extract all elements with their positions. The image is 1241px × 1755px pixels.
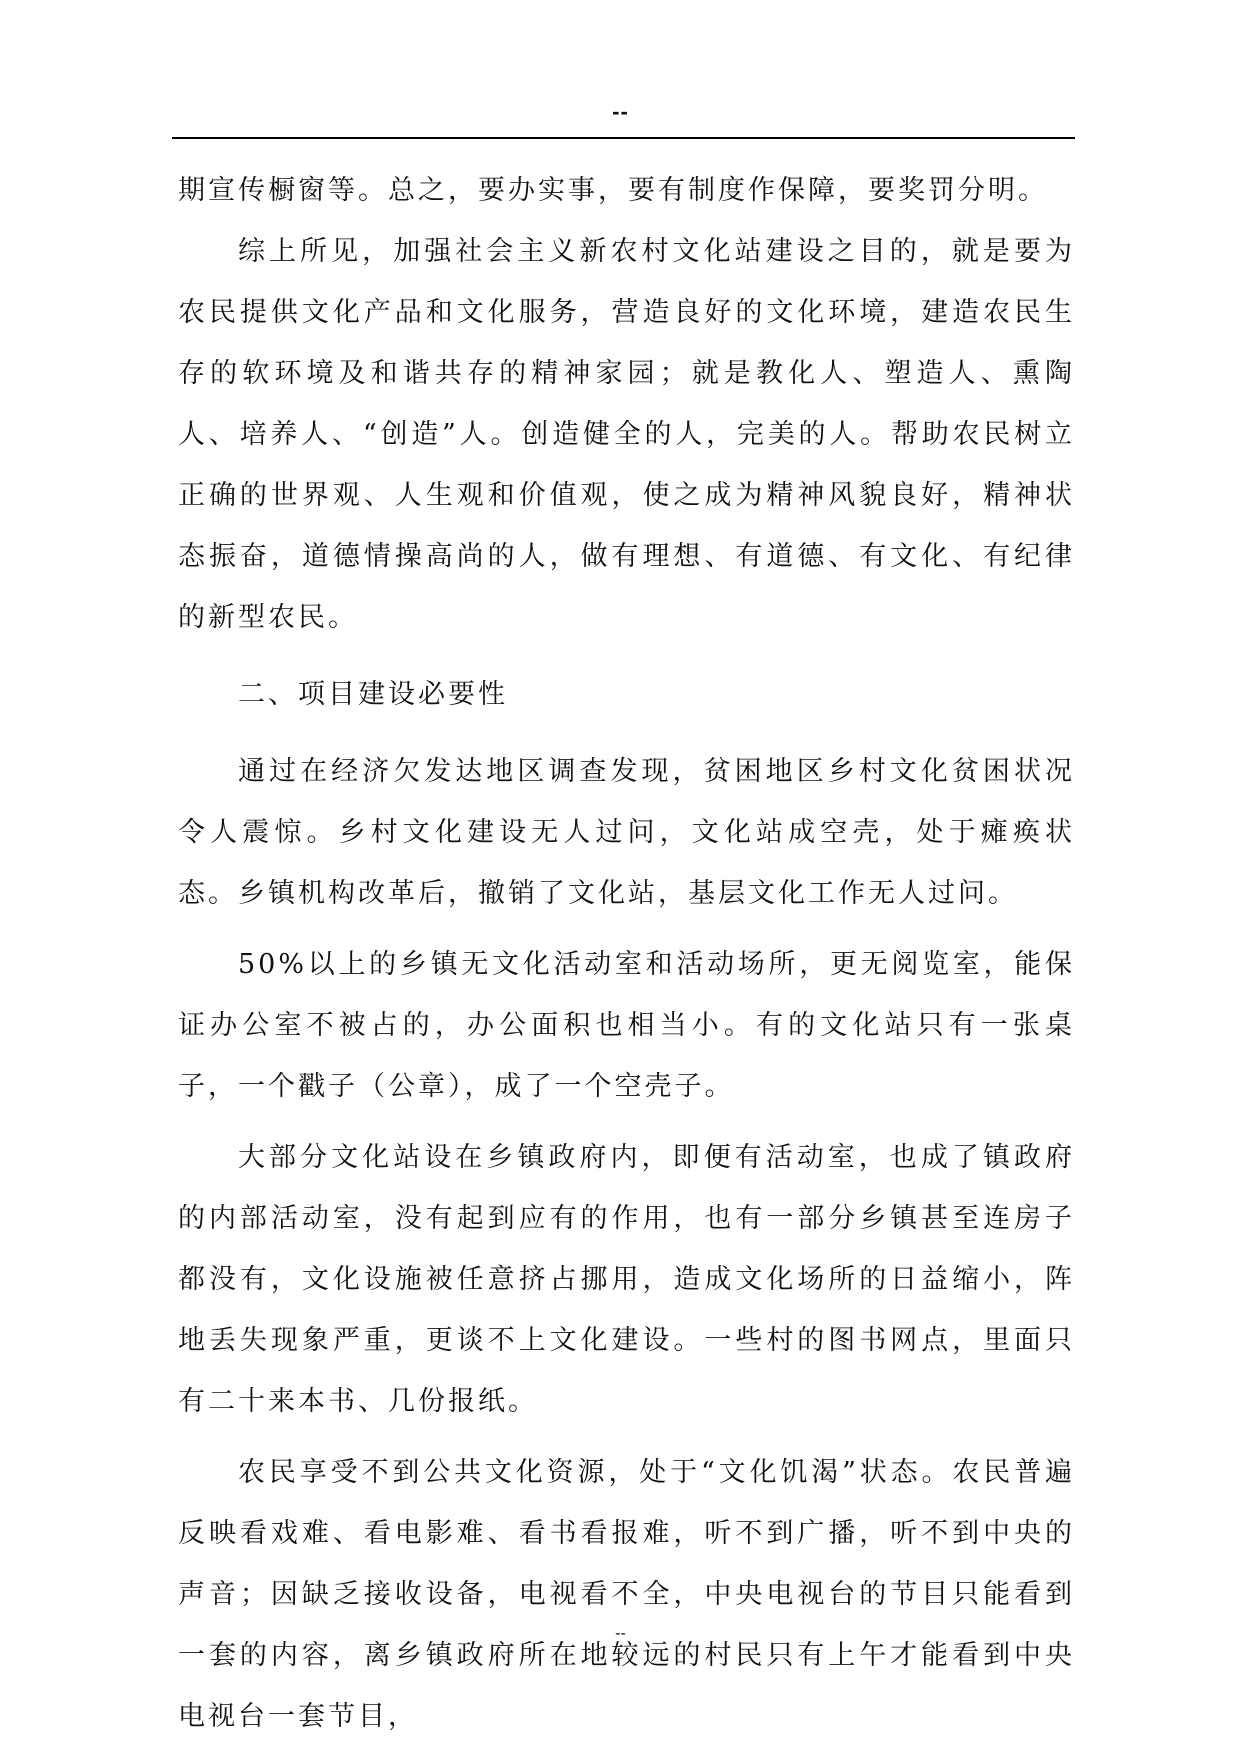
header-mark: -- bbox=[612, 99, 629, 124]
document-body bbox=[178, 160, 1075, 1747]
section-heading: 二、项目建设必要性 bbox=[238, 679, 508, 710]
footer-mark: -- bbox=[615, 1625, 626, 1642]
paragraph-summary: 综上所见，加强社会主义新农村文化站建设之目的，就是要为农民提供文化产品和文化服务，营造良好的文化环境，建造农民生存的软环境及和谐共存的精神家园；就是教化人、塑造人、熏陶人、培养人、“创造”人。创造健全的人，完美的人。帮助农民树立正确的世界观、人生观和价值观，使之成为精神风貌良好，精神状态振奋，道德情操高尚的人，做有理想、有道德、有文化、有纪律的新型农民。 bbox=[178, 236, 1075, 633]
paragraph-statistics: 50%以上的乡镇无文化活动室和活动场所，更无阅览室，能保证办公室不被占的，办公面积也相当小。有的文化站只有一张桌子，一个戳子（公章），成了一个空壳子。 bbox=[178, 949, 1075, 1102]
paragraph-access: 农民享受不到公共文化资源，处于“文化饥渴”状态。农民普遍反映看戏难、看电影难、看书看报难，听不到广播，听不到中央的声音；因缺乏接收设备，电视看不全，中央电视台的节目只能看到一套的内容，离乡镇政府所在地较远的村民只有上午才能看到中央电视台一套节目， bbox=[178, 1457, 1075, 1732]
paragraph-continuation: 期宣传橱窗等。总之，要办实事，要有制度作保障，要奖罚分明。 bbox=[178, 175, 1048, 206]
paragraph-facilities: 大部分文化站设在乡镇政府内，即便有活动室，也成了镇政府的内部活动室，没有起到应有的作用，也有一部分乡镇甚至连房子都没有，文化设施被任意挤占挪用，造成文化场所的日益缩小，阵地丢失现象严重，更谈不上文化建设。一些村的图书网点，里面只有二十来本书、几份报纸。 bbox=[178, 1142, 1075, 1417]
paragraph-survey: 通过在经济欠发达地区调查发现，贫困地区乡村文化贫困状况令人震惊。乡村文化建设无人过问，文化站成空壳，处于瘫痪状态。乡镇机构改革后，撤销了文化站，基层文化工作无人过问。 bbox=[178, 756, 1075, 909]
header-rule bbox=[172, 137, 1075, 139]
